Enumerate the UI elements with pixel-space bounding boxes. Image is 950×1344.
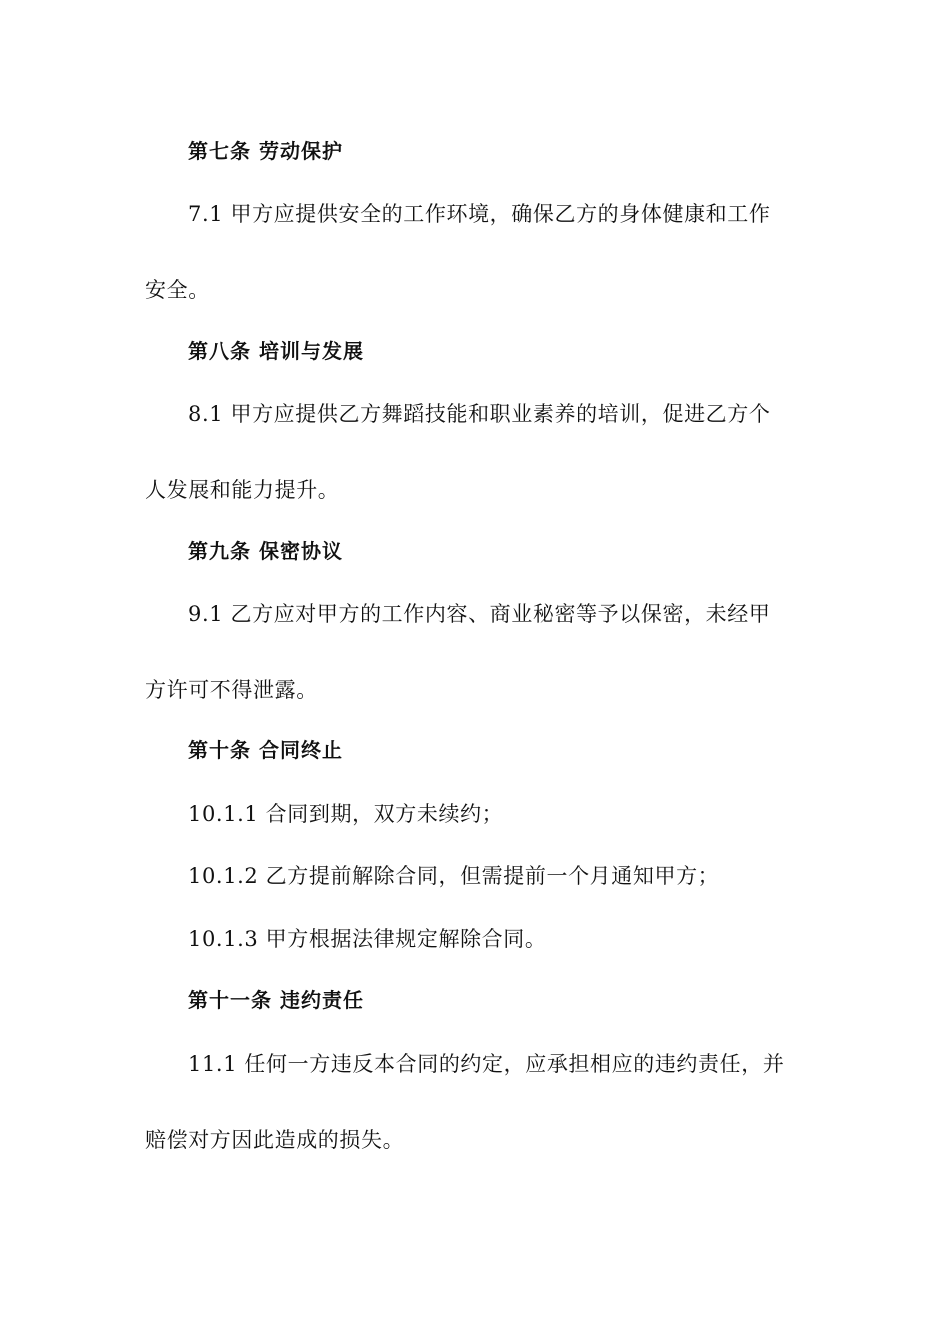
clause-11-1-continuation: 赔偿对方因此造成的损失。 xyxy=(145,1128,405,1152)
clause-8-1-text: 8.1 甲方应提供乙方舞蹈技能和职业素养的培训，促进乙方个 xyxy=(188,402,771,426)
article-8-heading: 第八条 培训与发展 xyxy=(188,339,364,363)
article-11-heading: 第十一条 违约责任 xyxy=(188,988,364,1012)
clause-8-1-continuation: 人发展和能力提升。 xyxy=(145,478,340,502)
clause-10-1-1-text: 10.1.1 合同到期，双方未续约； xyxy=(188,802,504,826)
clause-7-1-continuation: 安全。 xyxy=(145,278,210,302)
clause-10-1-2-text: 10.1.2 乙方提前解除合同，但需提前一个月通知甲方； xyxy=(188,864,720,888)
article-10-heading: 第十条 合同终止 xyxy=(188,738,343,762)
clause-7-1-text: 7.1 甲方应提供安全的工作环境，确保乙方的身体健康和工作 xyxy=(188,202,771,226)
article-9-heading: 第九条 保密协议 xyxy=(188,539,343,563)
clause-9-1-text: 9.1 乙方应对甲方的工作内容、商业秘密等予以保密，未经甲 xyxy=(188,602,771,626)
clause-10-1-3-text: 10.1.3 甲方根据法律规定解除合同。 xyxy=(188,927,547,951)
clause-11-1-text: 11.1 任何一方违反本合同的约定，应承担相应的违约责任，并 xyxy=(188,1052,785,1076)
clause-9-1-continuation: 方许可不得泄露。 xyxy=(145,678,318,702)
article-7-heading: 第七条 劳动保护 xyxy=(188,139,343,163)
